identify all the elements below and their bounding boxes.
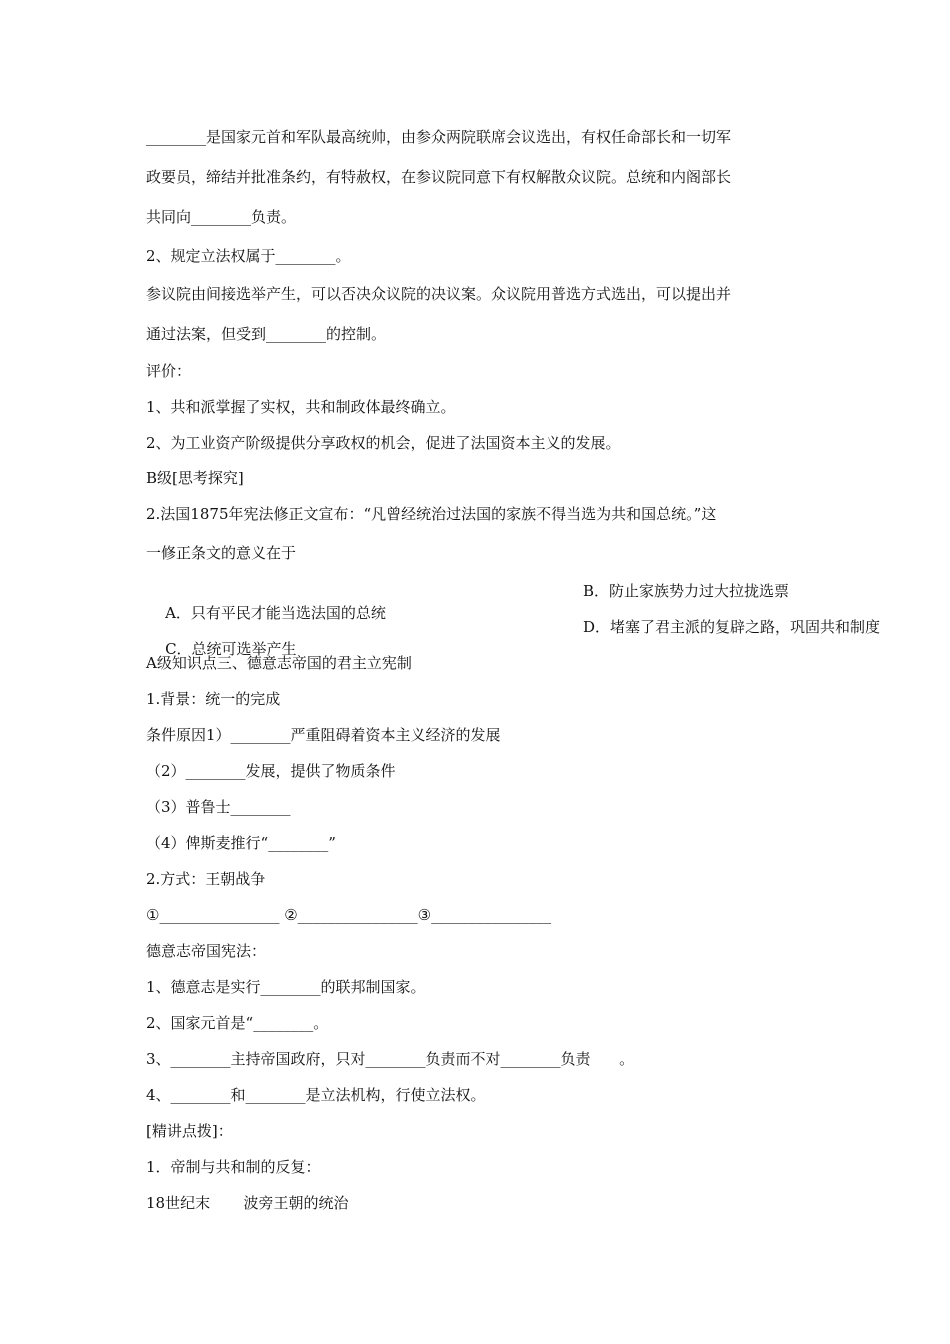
section-heading: A级知识点三、德意志帝国的君主立宪制: [146, 654, 412, 672]
text-line: 共同向________负责。: [146, 208, 297, 226]
question-text: 一修正条文的意义在于: [146, 544, 297, 562]
option-a: A．只有平民才能当选法国的总统: [165, 604, 386, 622]
text-line: 18世纪末 波旁王朝的统治: [146, 1194, 349, 1212]
section-heading: 评价：: [146, 362, 192, 380]
text-line: 条件原因1）________严重阻碍着资本主义经济的发展: [146, 726, 501, 744]
text-line: 2、国家元首是“________。: [146, 1014, 329, 1032]
text-line: 1、德意志是实行________的联邦制国家。: [146, 978, 426, 996]
text-line: 2.方式：王朝战争: [146, 870, 266, 888]
section-heading: 德意志帝国宪法：: [146, 942, 267, 960]
text-line: 3、________主持帝国政府，只对________负责而不对________负责 。: [146, 1050, 635, 1068]
option-d: D．堵塞了君主派的复辟之路，巩固共和制度: [583, 618, 881, 636]
text-line: 参议院由间接选举产生，可以否决众议院的决议案。众议院用普选方式选出，可以提出并: [146, 285, 732, 303]
text-line: 4、________和________是立法机构，行使立法权。: [146, 1086, 486, 1104]
text-line: 1．帝制与共和制的反复：: [146, 1158, 321, 1176]
blank-fill-row: ①________________ ②________________③________________: [146, 906, 552, 924]
section-heading: [精讲点拨]：: [146, 1122, 233, 1140]
text-line: 政要员，缔结并批准条约，有特赦权，在参议院同意下有权解散众议院。总统和内阁部长: [146, 168, 732, 186]
option-b: B．防止家族势力过大拉拢选票: [583, 582, 790, 600]
text-line: 1、共和派掌握了实权，共和制政体最终确立。: [146, 398, 456, 416]
text-line: 1.背景：统一的完成: [146, 690, 281, 708]
text-line: 2、为工业资产阶级提供分享政权的机会，促进了法国资本主义的发展。: [146, 434, 621, 452]
text-line: （2）________发展，提供了物质条件: [146, 762, 396, 780]
text-line: 通过法案，但受到________的控制。: [146, 325, 387, 343]
text-line: （4）俾斯麦推行“________”: [146, 834, 336, 852]
question-text: 2.法国1875年宪法修正文宣布：“凡曾经统治过法国的家族不得当选为共和国总统。”这: [146, 505, 717, 523]
text-line: （3）普鲁士________: [146, 798, 291, 816]
text-line: ________是国家元首和军队最高统帅，由参众两院联席会议选出，有权任命部长和一切军: [146, 128, 732, 146]
text-line: 2、规定立法权属于________。: [146, 247, 351, 265]
section-heading: B级[思考探究]: [146, 469, 244, 487]
option-c: C．总统可选举产生: [165, 640, 297, 658]
